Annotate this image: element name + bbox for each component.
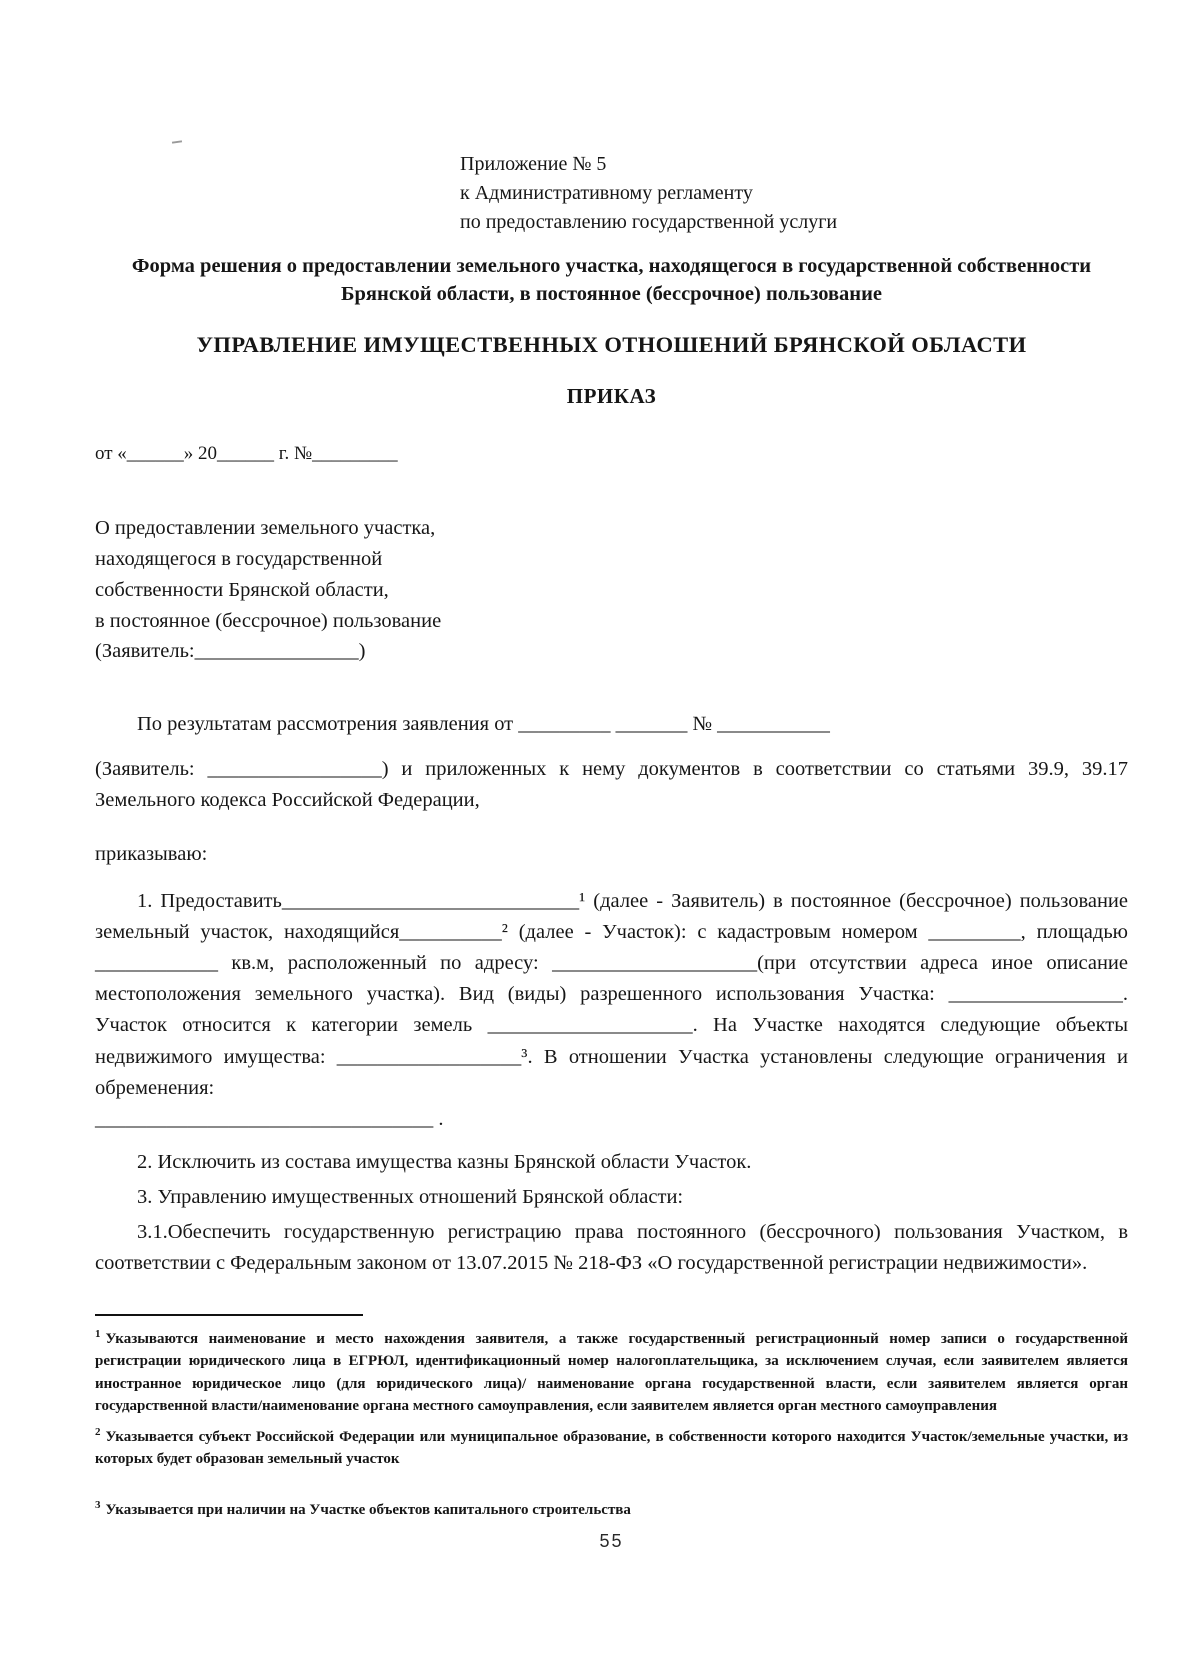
paragraph-item-1: 1. Предоставить_____________________________¹ (далее - Заявитель) в постоянное (бессрочное) пользование земельный участок, находящийся__________² (далее - Участок): с кадастровым номером _________, площадью ____________ кв.м, расположенный по адресу: ____________________(при отсутствии адреса иное описание местоположения земельного участка). Вид (виды) разрешенного использования Участка: _________________. Участок относится к категории земель ____________________. На Участке находятся следующие объекты недвижимого имущества: __________________³. В отношении Участка установлены следующие ограничения и обременения:: [95, 889, 1128, 1099]
subject-line-5: (Заявитель:________________): [95, 640, 366, 663]
footnote-2-marker: 2: [95, 1425, 101, 1438]
appendix-line-3: по предоставлению государственной услуги: [460, 211, 838, 233]
footnote-3: [95, 1497, 1128, 1522]
footnote-2: [95, 1424, 1128, 1471]
paragraph-item-2: 2. Исключить из состава имущества казны Брянской области Участок.: [137, 1150, 752, 1173]
paragraph-review: По результатам рассмотрения заявления от _________ _______ № ___________: [137, 713, 830, 736]
footnote-3-marker: 3: [95, 1498, 101, 1511]
item-1-blank-line: _________________________________ .: [95, 1107, 444, 1130]
appendix-line-2: к Административному регламенту: [460, 182, 753, 204]
footnote-1: [95, 1326, 1128, 1418]
organization-title: УПРАВЛЕНИЕ ИМУЩЕСТВЕННЫХ ОТНОШЕНИЙ БРЯНСКОЙ ОБЛАСТИ: [196, 332, 1027, 358]
footnote-1-marker: 1: [95, 1327, 101, 1340]
paragraph-item-3-1: 3.1.Обеспечить государственную регистрацию права постоянного (бессрочного) пользования Участком, в соответствии с Федеральным законом от 13.07.2015 № 218-ФЗ «О государственной регистрации недвижимости».: [95, 1221, 1128, 1275]
paragraph-applicant: (Заявитель: _________________) и приложенных к нему документов в соответствии со статьями 39.9, 39.17 Земельного кодекса Российской Федерации,: [95, 758, 1128, 812]
footnote-1-text: Указываются наименование и место нахождения заявителя, а также государственный регистрационный номер записи о государственной регистрации юридического лица в ЕГРЮЛ, идентификационный номер налогоплательщика, за исключением случая, если заявителем является иностранное юридическое лицо (для юридического лица)/ наименование органа государственной власти, если заявителем является орган государственной власти/наименование органа местного самоуправления, если заявителем является орган местного самоуправления: [95, 1330, 1128, 1415]
form-title: Форма решения о предоставлении земельного участка, находящегося в государственной собственности Брянской области, в постоянное (бессрочное) пользование: [131, 255, 1092, 305]
footnote-2-text: Указывается субъект Российской Федерации или муниципальное образование, в собственности которого находится Участок/земельные участки, из которых будет образован земельный участок: [95, 1428, 1128, 1468]
scan-artifact: [172, 140, 182, 143]
subject-line-3: собственности Брянской области,: [95, 578, 389, 601]
date-number-line: от «______» 20______ г. №_________: [95, 443, 398, 465]
appendix-line-1: Приложение № 5: [460, 153, 607, 175]
footnote-3-text: Указывается при наличии на Участке объектов капитального строительства: [105, 1501, 631, 1518]
subject-line-4: в постоянное (бессрочное) пользование: [95, 609, 442, 632]
subject-line-2: находящегося в государственной: [95, 548, 383, 571]
subject-block: [95, 513, 1128, 667]
footnotes-block: [95, 1326, 1128, 1522]
paragraph-item-3: 3. Управлению имущественных отношений Брянской области:: [137, 1186, 684, 1209]
page-number: 55: [599, 1531, 624, 1552]
subject-line-1: О предоставлении земельного участка,: [95, 517, 436, 540]
appendix-header: [460, 150, 1128, 237]
document-type-heading: ПРИКАЗ: [566, 384, 657, 409]
paragraph-order-word: приказываю:: [95, 842, 208, 865]
footnote-separator: [95, 1314, 363, 1316]
